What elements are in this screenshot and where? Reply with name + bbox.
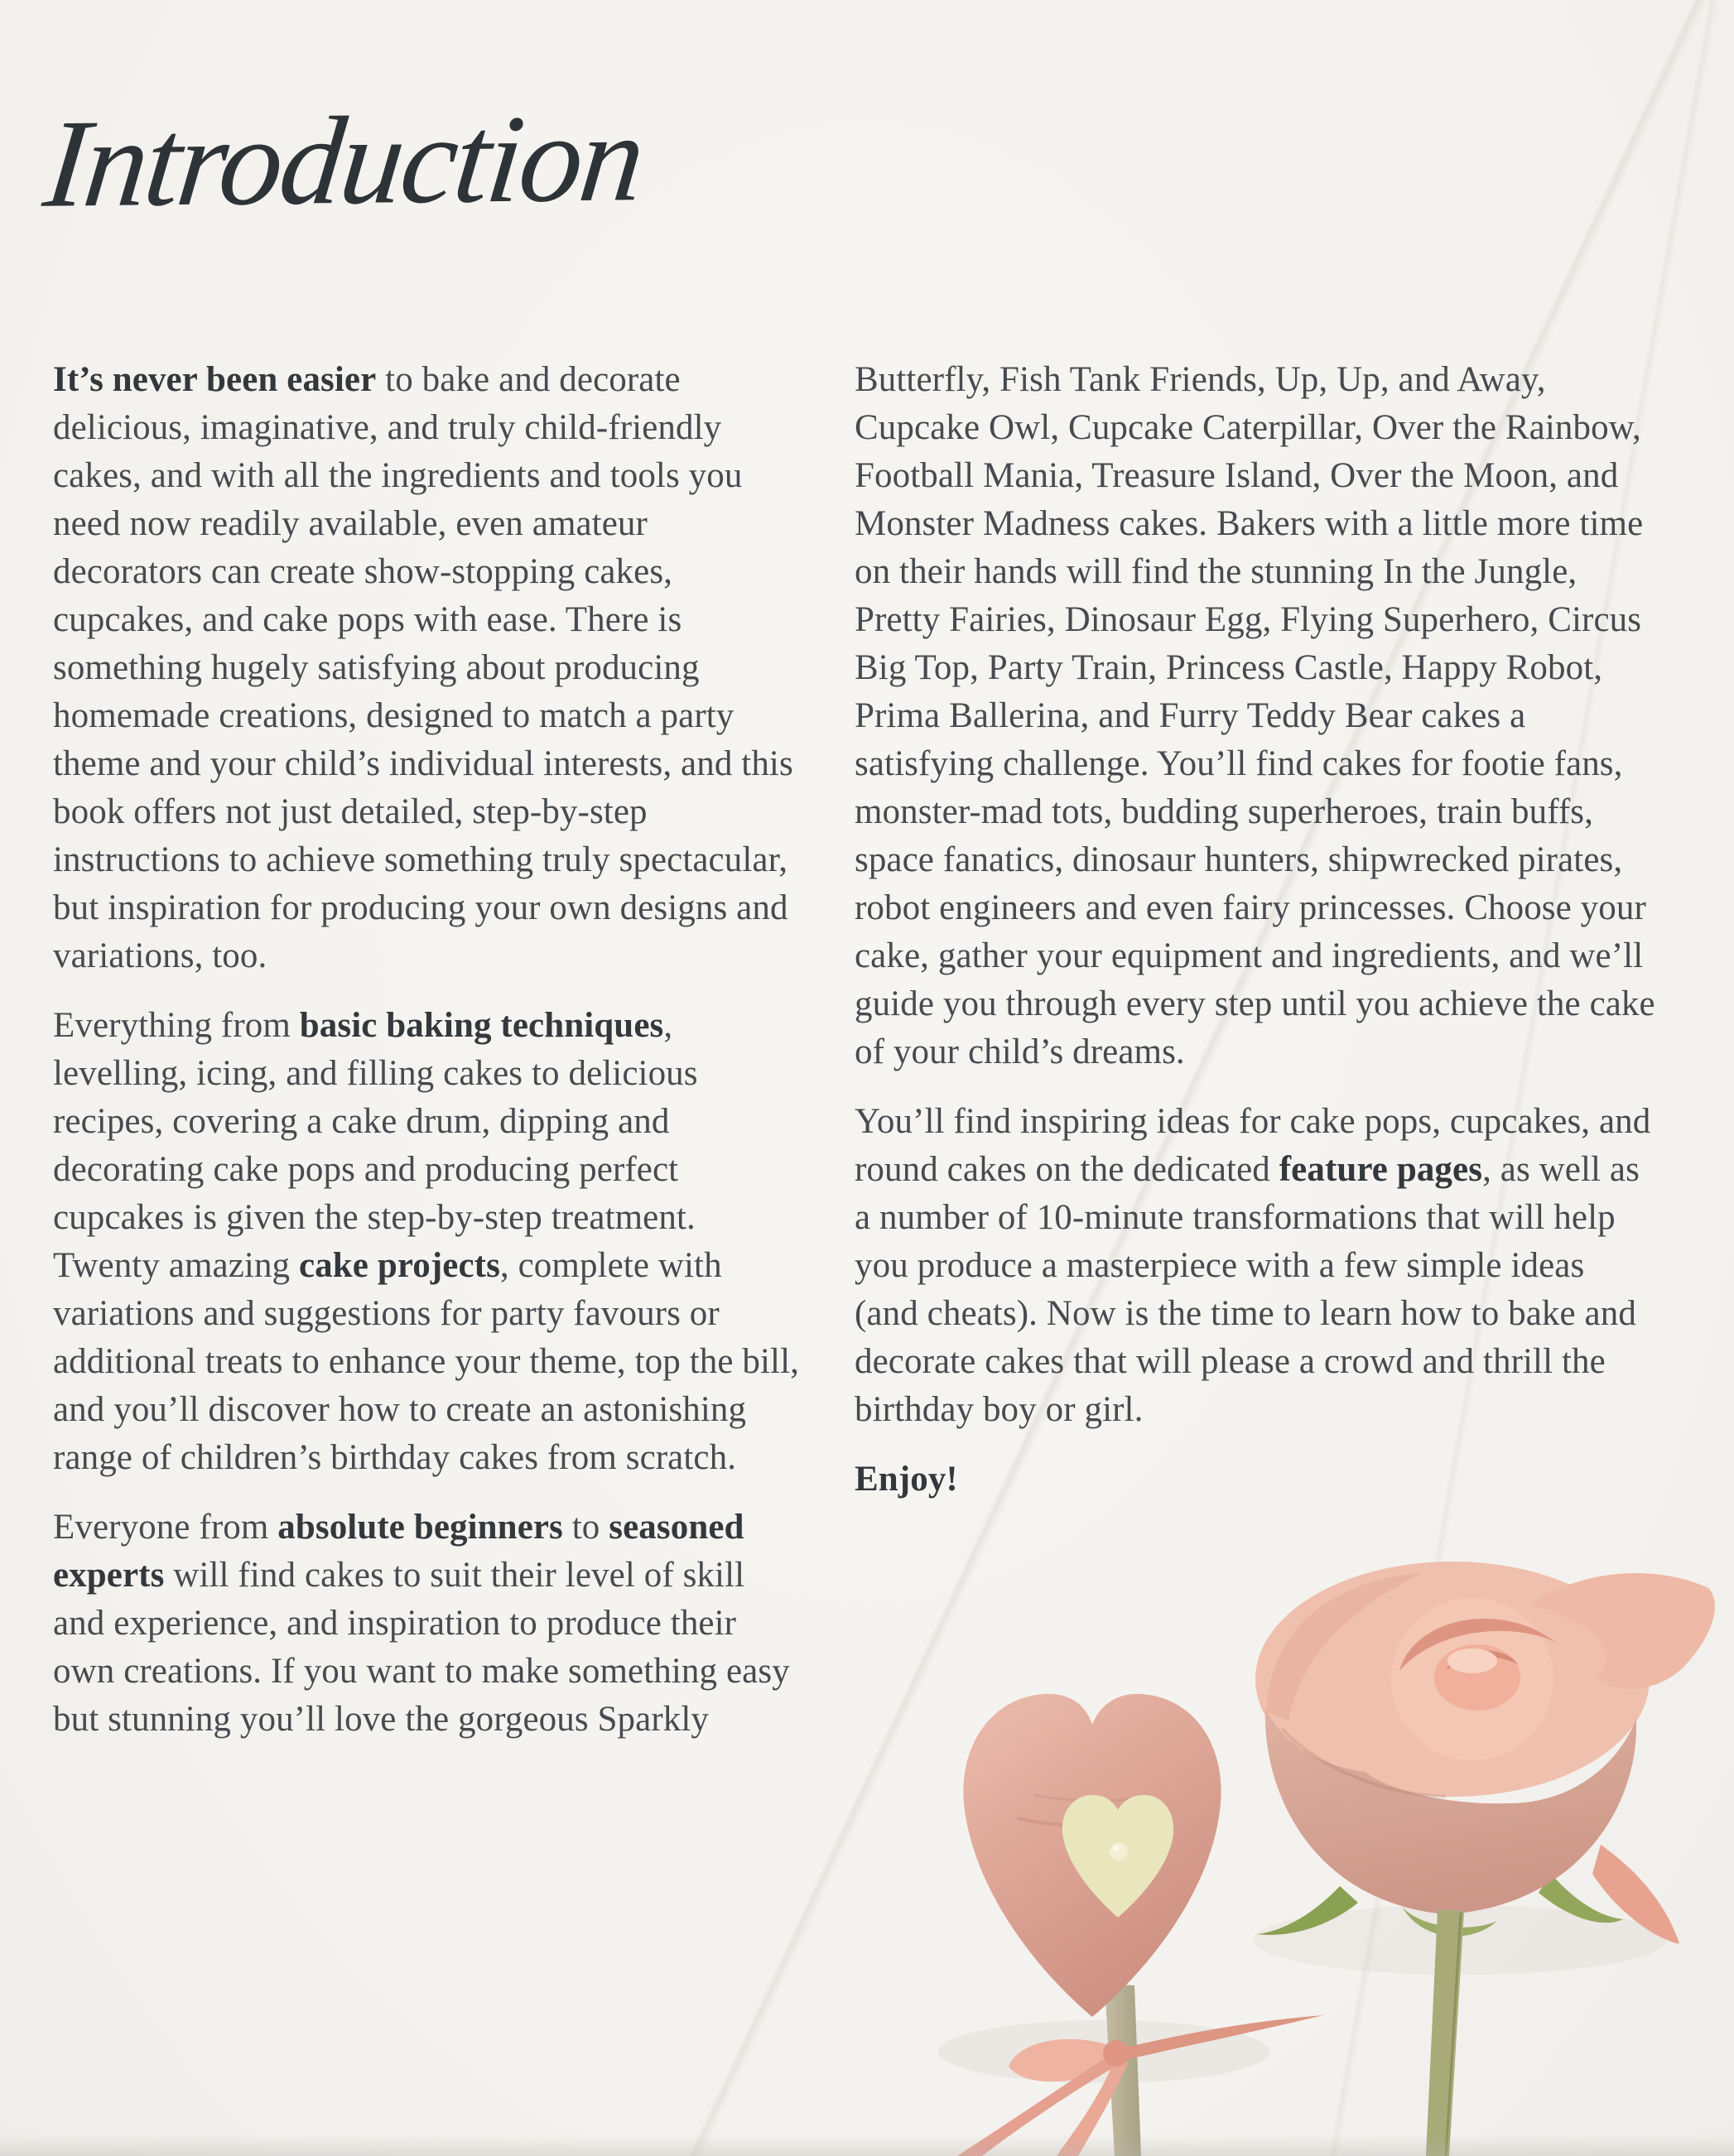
paragraph-right-1: Butterfly, Fish Tank Friends, Up, Up, and Away, Cupcake Owl, Cupcake Caterpillar, Over the Rainbow, Football Mania, Treasure Island, Over the Moon, and Monster Madness cakes. Bakers with a little more time on their hands will find the stunning In the Jungle, Pretty Fairies, Dinosaur Egg, Flying Superhero, Circus Big Top, Party Train, Princess Castle, Happy Robot, Prima Ballerina, and Furry Teddy Bear cakes a satisfying challenge. You’ll find cakes for footie fans, monster-mad tots, budding superheroes, train buffs, space fanatics, dinosaur hunters, shipwrecked pirates, robot engineers and even fairy princesses. Choose your cake, gather your equipment and ingredients, and we’ll guide you through every step until you achieve the cake of your child’s dreams. — [855, 360, 1655, 1071]
heart-cake-pop — [957, 1694, 1323, 2156]
paragraph-right-2: You’ll find inspiring ideas for cake pops, cupcakes, and round cakes on the dedicated feature pages, as well as a number of 10-minute transformations that will help you produce a masterpiece with a few simple ideas (and cheats). Now is the time to learn how to bake and decorate cakes that will please a crowd and thrill the birthday boy or girl. — [855, 1102, 1651, 1429]
page-bottom-edge — [0, 2134, 1734, 2156]
photo-heart-cake-pop-and-rose — [893, 1555, 1734, 2156]
sugar-rose — [1255, 1562, 1715, 2156]
paragraph-left-2: Everything from basic baking techniques, levelling, icing, and filling cakes to delicious recipes, covering a cake drum, dipping and decorating cake pops and producing perfect cupcakes is given the step-by-step treatment. Twenty amazing cake projects, complete with variations and suggestions for party favours or additional treats to enhance your theme, top the bill, and you’ll discover how to create an astonishing range of children’s birthday cakes from scratch. — [53, 1006, 799, 1477]
paragraph-enjoy: Enjoy! — [855, 1460, 958, 1499]
page-title: Introduction — [38, 88, 650, 233]
paragraph-left-1: It’s never been easier to bake and decorate delicious, imaginative, and truly child-friendly cakes, and with all the ingredients and tools you need now readily available, even amateur decorators can create show-stopping cakes, cupcakes, and cake pops with ease. There is something hugely satisfying about producing homemade creations, designed to match a party theme and your child’s individual interests, and this book offers not just detailed, step-by-step instructions to achieve something truly spectacular, but inspiration for producing your own designs and variations, too. — [53, 360, 793, 975]
left-column — [53, 356, 802, 1765]
right-column — [855, 356, 1656, 1525]
pearl-dot — [1110, 1842, 1128, 1860]
paragraph-left-3: Everyone from absolute beginners to seasoned experts will find cakes to suit their level of skill and experience, and inspiration to produce their own creations. If you want to make something easy but stunning you’ll love the gorgeous Sparkly — [53, 1508, 790, 1739]
